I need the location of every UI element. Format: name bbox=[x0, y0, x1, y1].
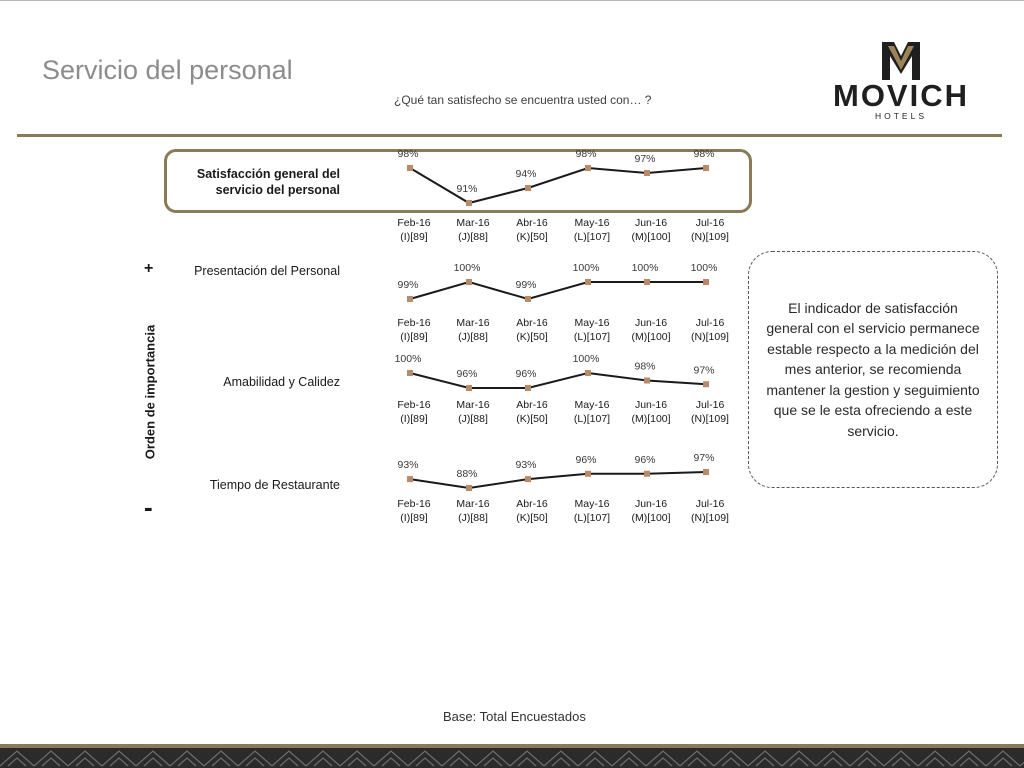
data-point bbox=[644, 471, 650, 477]
comment-box bbox=[748, 251, 998, 488]
footer-pattern-band bbox=[0, 744, 1024, 768]
x-tick-label: Abr-16 (K)[50] bbox=[516, 399, 548, 425]
comment-text: El indicador de satisfacción general con el servicio permanece estable respecto a la medición del mes anterior, se recomienda mantener la gestion y seguimiento que se le esta ofreciendo a este servicio. bbox=[766, 299, 980, 439]
data-label: 98% bbox=[693, 148, 715, 160]
data-point bbox=[407, 165, 413, 171]
data-point bbox=[466, 279, 472, 285]
x-tick-label: May-16 (L)[107] bbox=[573, 317, 611, 343]
x-tick-label: Feb-16 (I)[89] bbox=[397, 217, 431, 243]
series-line bbox=[410, 373, 706, 388]
x-tick-label: Jul-16 (N)[109] bbox=[691, 217, 729, 243]
x-tick-label: Feb-16 (I)[89] bbox=[397, 399, 431, 425]
data-point bbox=[703, 279, 709, 285]
series-line bbox=[410, 472, 706, 488]
data-label: 99% bbox=[397, 279, 419, 291]
data-label: 93% bbox=[397, 459, 419, 472]
data-point bbox=[703, 165, 709, 171]
data-label: 96% bbox=[456, 368, 478, 380]
data-label: 100% bbox=[631, 262, 659, 274]
data-point bbox=[585, 471, 591, 477]
data-label: 98% bbox=[634, 360, 656, 373]
chart-4 bbox=[397, 452, 729, 524]
data-point bbox=[466, 200, 472, 206]
question-subtitle: ¿Qué tan satisfecho se encuentra usted con… ? bbox=[394, 93, 652, 107]
x-tick-label: Feb-16 (I)[89] bbox=[397, 317, 431, 343]
data-point bbox=[525, 385, 531, 391]
row-label-amabilidad: Amabilidad y Calidez bbox=[223, 375, 340, 389]
data-point bbox=[644, 170, 650, 176]
data-label: 88% bbox=[456, 468, 478, 480]
importance-plus-sign: + bbox=[144, 260, 154, 277]
data-label: 97% bbox=[634, 153, 656, 165]
logo-brand-text: MOVICH bbox=[833, 78, 969, 113]
x-tick-label: May-16 (L)[107] bbox=[573, 399, 611, 425]
data-point bbox=[585, 279, 591, 285]
x-tick-label: Abr-16 (K)[50] bbox=[516, 217, 548, 243]
x-tick-label: Jun-16 (M)[100] bbox=[631, 217, 671, 243]
x-tick-label: Jul-16 (N)[109] bbox=[691, 399, 729, 425]
data-point bbox=[644, 378, 650, 384]
data-label: 100% bbox=[453, 262, 481, 274]
data-label: 100% bbox=[572, 353, 600, 365]
x-tick-label: Jun-16 (M)[100] bbox=[631, 317, 671, 343]
data-point bbox=[525, 185, 531, 191]
x-tick-label: Jul-16 (N)[109] bbox=[691, 498, 729, 524]
data-label: 98% bbox=[575, 148, 597, 160]
data-point bbox=[407, 370, 413, 376]
x-tick-label: Mar-16 (J)[88] bbox=[456, 217, 490, 243]
data-point bbox=[466, 485, 472, 491]
data-point bbox=[644, 279, 650, 285]
data-point bbox=[703, 469, 709, 475]
data-point bbox=[466, 385, 472, 391]
data-label: 100% bbox=[690, 262, 718, 274]
data-point bbox=[525, 296, 531, 302]
x-tick-label: Abr-16 (K)[50] bbox=[516, 498, 548, 524]
importance-minus-sign: - bbox=[144, 492, 153, 522]
page-title: Servicio del personal bbox=[42, 55, 293, 85]
x-tick-label: Jun-16 (M)[100] bbox=[631, 498, 671, 524]
data-label: 100% bbox=[394, 353, 422, 365]
data-label: 94% bbox=[515, 168, 537, 180]
x-tick-label: Mar-16 (J)[88] bbox=[456, 498, 490, 524]
data-point bbox=[407, 296, 413, 302]
data-label: 97% bbox=[693, 452, 715, 464]
data-point bbox=[585, 165, 591, 171]
row-label-presentacion: Presentación del Personal bbox=[194, 264, 340, 278]
chart-3 bbox=[395, 353, 729, 425]
row-label-text: Satisfacción general del servicio del personal bbox=[196, 167, 340, 197]
data-label: 91% bbox=[456, 183, 478, 195]
x-tick-label: Feb-16 (I)[89] bbox=[397, 498, 431, 524]
base-note: Base: Total Encuestados bbox=[443, 709, 586, 724]
x-tick-label: May-16 (L)[107] bbox=[573, 217, 611, 243]
data-label: 96% bbox=[634, 453, 656, 466]
x-tick-label: Abr-16 (K)[50] bbox=[516, 317, 548, 343]
row-label-tiempo-restaurante: Tiempo de Restaurante bbox=[209, 478, 340, 492]
data-label: 97% bbox=[693, 364, 715, 377]
chart-2 bbox=[397, 262, 729, 343]
data-point bbox=[525, 476, 531, 482]
x-tick-label: Jul-16 (N)[109] bbox=[691, 317, 729, 343]
x-tick-label: May-16 (L)[107] bbox=[573, 498, 611, 524]
x-tick-label: Mar-16 (J)[88] bbox=[456, 317, 490, 343]
data-label: 96% bbox=[575, 453, 597, 466]
logo-tagline-text: HOTELS bbox=[874, 111, 928, 121]
data-point bbox=[703, 381, 709, 387]
x-tick-label: Jun-16 (M)[100] bbox=[631, 399, 671, 425]
data-label: 96% bbox=[515, 368, 537, 380]
chart-1 bbox=[397, 148, 729, 243]
importance-axis-label: Orden de importancia bbox=[142, 324, 158, 460]
series-line bbox=[410, 282, 706, 299]
data-point bbox=[585, 370, 591, 376]
data-point bbox=[407, 476, 413, 482]
data-label: 98% bbox=[397, 148, 419, 160]
x-tick-label: Mar-16 (J)[88] bbox=[456, 399, 490, 425]
data-label: 93% bbox=[515, 459, 537, 472]
series-line bbox=[410, 168, 706, 203]
data-label: 100% bbox=[572, 262, 600, 274]
data-label: 99% bbox=[515, 279, 537, 291]
